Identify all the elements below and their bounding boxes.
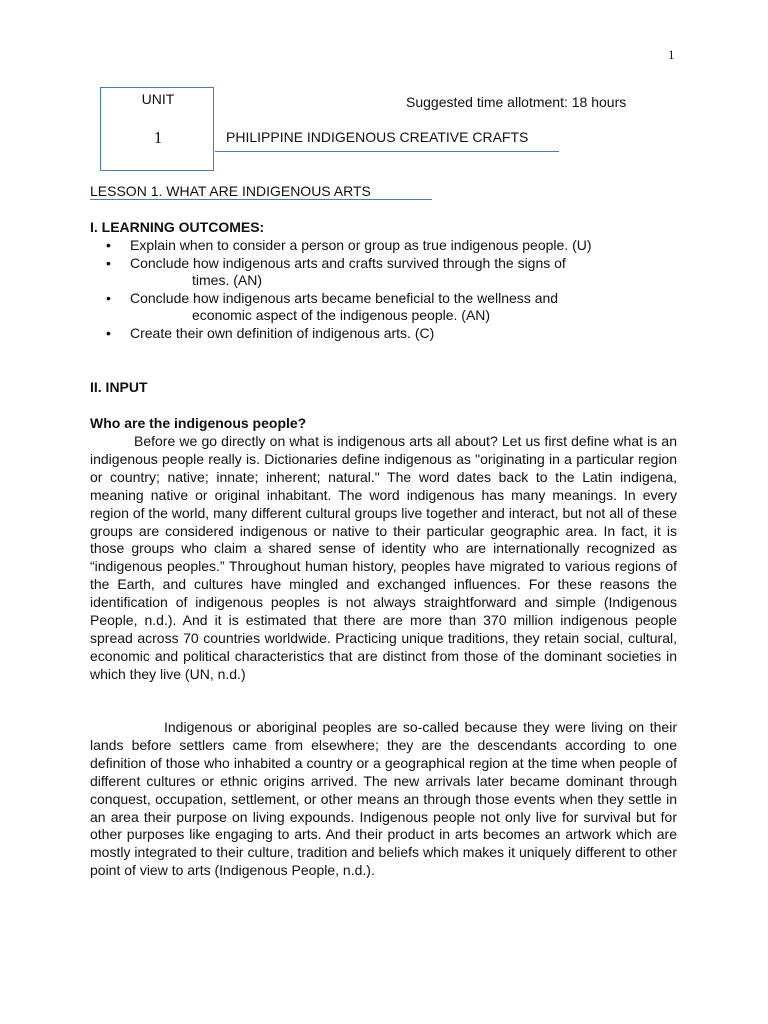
lesson-underline (90, 199, 432, 200)
unit-label: UNIT (141, 91, 175, 107)
title-underline (215, 151, 559, 152)
input-heading: II. INPUT (90, 379, 148, 395)
paragraph-aboriginal-peoples: Indigenous or aboriginal peoples are so-called because they were living on their lands before settlers came from elsewhere; they are the descendants according to one definition of those who inhabited a country or a geographical region at the time when people of different cultures or ethnic origins arrived. The new arrivals later became dominant through conquest, occupation, settlement, or other means an through those events when they settle in an area their purpose on living expounds. Indigenous people not only live for survival but for other purposes like engaging to arts. And their product in arts becomes an artwork which are mostly integrated to their culture, tradition and beliefs which makes it uniquely different to other point of view to arts (Indigenous People, n.d.). (90, 719, 677, 879)
lesson-title: LESSON 1. WHAT ARE INDIGENOUS ARTS (90, 183, 371, 199)
list-item: • Conclude how indigenous arts became beneficial to the wellness and economic aspect of the indigenous people. (AN) (90, 290, 650, 325)
page-number: 1 (668, 47, 675, 62)
time-allotment: Suggested time allotment: 18 hours (406, 94, 627, 110)
learning-outcomes-heading: I. LEARNING OUTCOMES: (90, 219, 265, 235)
list-item: • Conclude how indigenous arts and crafts survived through the signs of times. (AN) (90, 255, 650, 290)
unit-title: PHILIPPINE INDIGENOUS CREATIVE CRAFTS (226, 129, 529, 145)
list-item: • Create their own definition of indigenous arts. (C) (90, 325, 650, 343)
input-subheading: Who are the indigenous people? (90, 415, 307, 431)
unit-number: 1 (153, 128, 163, 147)
list-item: • Explain when to consider a person or group as true indigenous people. (U) (90, 237, 650, 255)
paragraph-indigenous-people: Before we go directly on what is indigenous arts all about? Let us first define what is an indigenous people really is. Dictionaries define indigenous as "originating in a particular region or country; native; innate; inherent; natural." The word dates back to the Latin indigena, meaning native or original inhabitant. The word indigenous has many meanings. In every region of the world, many different cultural groups live together and interact, but not all of these groups are considered indigenous or native to their particular geographic area. In fact, it is those groups who claim a shared sense of identity who are internationally recognized as “indigenous peoples.” Throughout human history, peoples have migrated to various regions of the Earth, and cultures have mingled and exchanged influences. For these reasons the identification of indigenous peoples is not always straightforward and simple (Indigenous People, n.d.). And it is estimated that there are more than 370 million indigenous people spread across 70 countries worldwide. Practicing unique traditions, they retain social, cultural, economic and political characteristics that are distinct from those of the dominant societies in which they live (UN, n.d.) (90, 433, 677, 682)
learning-outcomes-list (90, 237, 650, 342)
